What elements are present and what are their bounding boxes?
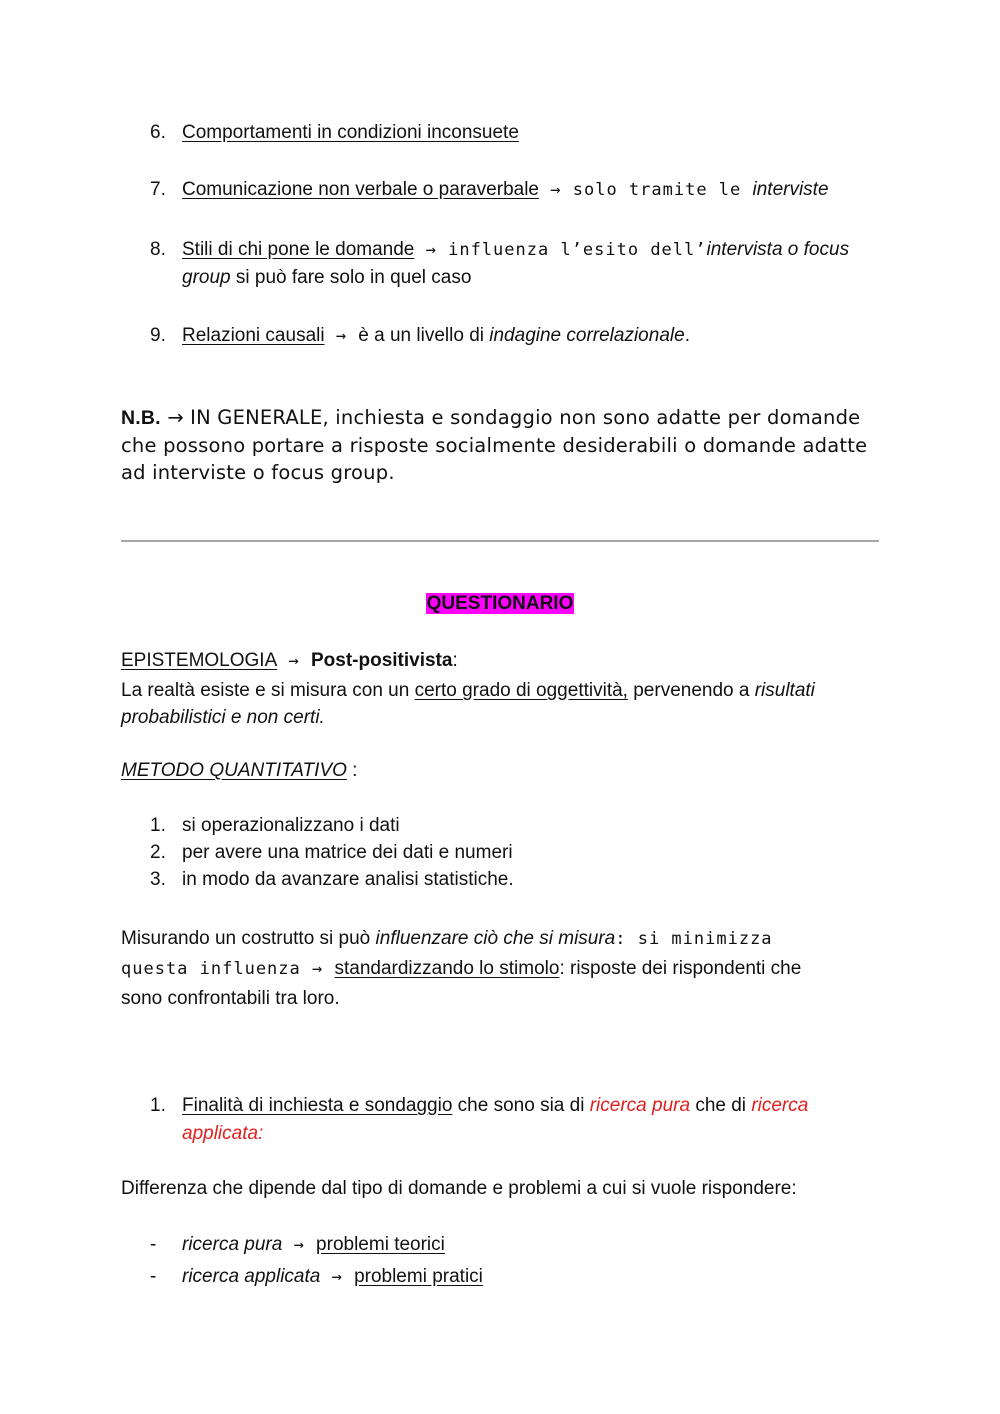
colon: : [452,650,458,671]
italic-text: risultati probabilistici e non certi. [121,680,815,728]
arrow: → [277,651,311,671]
differenza-paragraph: Differenza che dipende dal tipo di domande e problemi a cui si vuole rispondere: [121,1178,797,1199]
epistemologia-value: Post-positivista [310,650,453,671]
item-title: Relazioni causali [182,325,325,346]
list-number: 2. [150,842,166,863]
item-rest: si può fare solo in quel caso [230,267,472,288]
realta-paragraph [121,677,866,731]
list-number: 6. [150,122,166,143]
horizontal-divider [121,540,879,542]
italic-text: ricerca applicata [182,1266,321,1287]
text: pervenendo a [627,680,755,701]
nb-label: N.B. [121,407,161,429]
misurando-paragraph [121,924,891,1014]
epistemologia-line [121,647,881,675]
list-number: 1. [150,1095,166,1116]
red-italic-text: ricerca pura [589,1095,691,1116]
italic-text: ricerca pura [182,1234,283,1255]
item-emphasis: intervista o focus group [182,239,850,288]
dash-bullet: - [150,1266,157,1287]
metodo-label: METODO QUANTITATIVO [121,760,347,781]
list-text: per avere una matrice dei dati e numeri [182,842,513,863]
italic-text: influenzare ciò che si misura [375,928,616,949]
heading-text: QUESTIONARIO [426,593,574,614]
list-text: in modo da avanzare analisi statistiche. [182,869,514,890]
text: La realtà esiste e si misura con un [121,680,415,701]
mono-text: questa influenza → [121,959,335,979]
list-number: 1. [150,815,166,836]
red-italic-text: ricerca [751,1095,809,1116]
arrow: → [539,180,573,200]
item-rest: . [684,325,690,346]
epistemologia-label: EPISTEMOLOGIA [121,650,278,671]
item-emphasis: indagine correlazionale [489,325,685,346]
item-note: solo tramite le [572,180,753,200]
text: sono confrontabili tra loro. [121,988,340,1009]
mono-text: : si minimizza [615,929,773,949]
item-title: Comportamenti in condizioni inconsuete [182,122,519,143]
underlined-text: problemi pratici [354,1266,483,1287]
text: Misurando un costrutto si può [121,928,376,949]
list-number: 8. [150,239,166,260]
item-title: Stili di chi pone le domande [182,239,415,260]
arrow: → [324,326,359,346]
text: che sono sia di [452,1095,590,1116]
nb-text: IN GENERALE, inchiesta e sondaggio non sono adatte per domande che possono portare a risposte socialmente desiderabili o domande adatte ad interviste o focus group. [121,406,868,484]
nb-paragraph [121,404,886,486]
item-note: influenza l’esito dell’ [448,240,707,260]
text: : risposte dei rispondenti che [559,958,802,979]
underlined-text: problemi teorici [316,1234,445,1255]
underlined-text: certo grado di oggettività, [414,680,628,701]
arrow: → [414,240,449,260]
section-heading [0,590,1000,618]
colon: : [346,760,358,781]
arrow: → [282,1235,317,1255]
item-title: Comunicazione non verbale o paraverbale [182,179,540,200]
dash-bullet: - [150,1234,157,1255]
item-emphasis: interviste [752,179,829,200]
arrow: → [320,1267,355,1287]
list-number: 3. [150,869,166,890]
list-number: 9. [150,325,166,346]
underlined-text: standardizzando lo stimolo [334,958,560,979]
arrow: → [160,406,191,429]
list-text: si operazionalizzano i dati [182,815,400,836]
text: che di [690,1095,752,1116]
red-italic-text: applicata: [182,1123,264,1144]
metodo-heading [121,757,881,785]
item-text: è a un livello di [358,325,490,346]
list-number: 7. [150,179,166,200]
item-title: Finalità di inchiesta e sondaggio [182,1095,453,1116]
